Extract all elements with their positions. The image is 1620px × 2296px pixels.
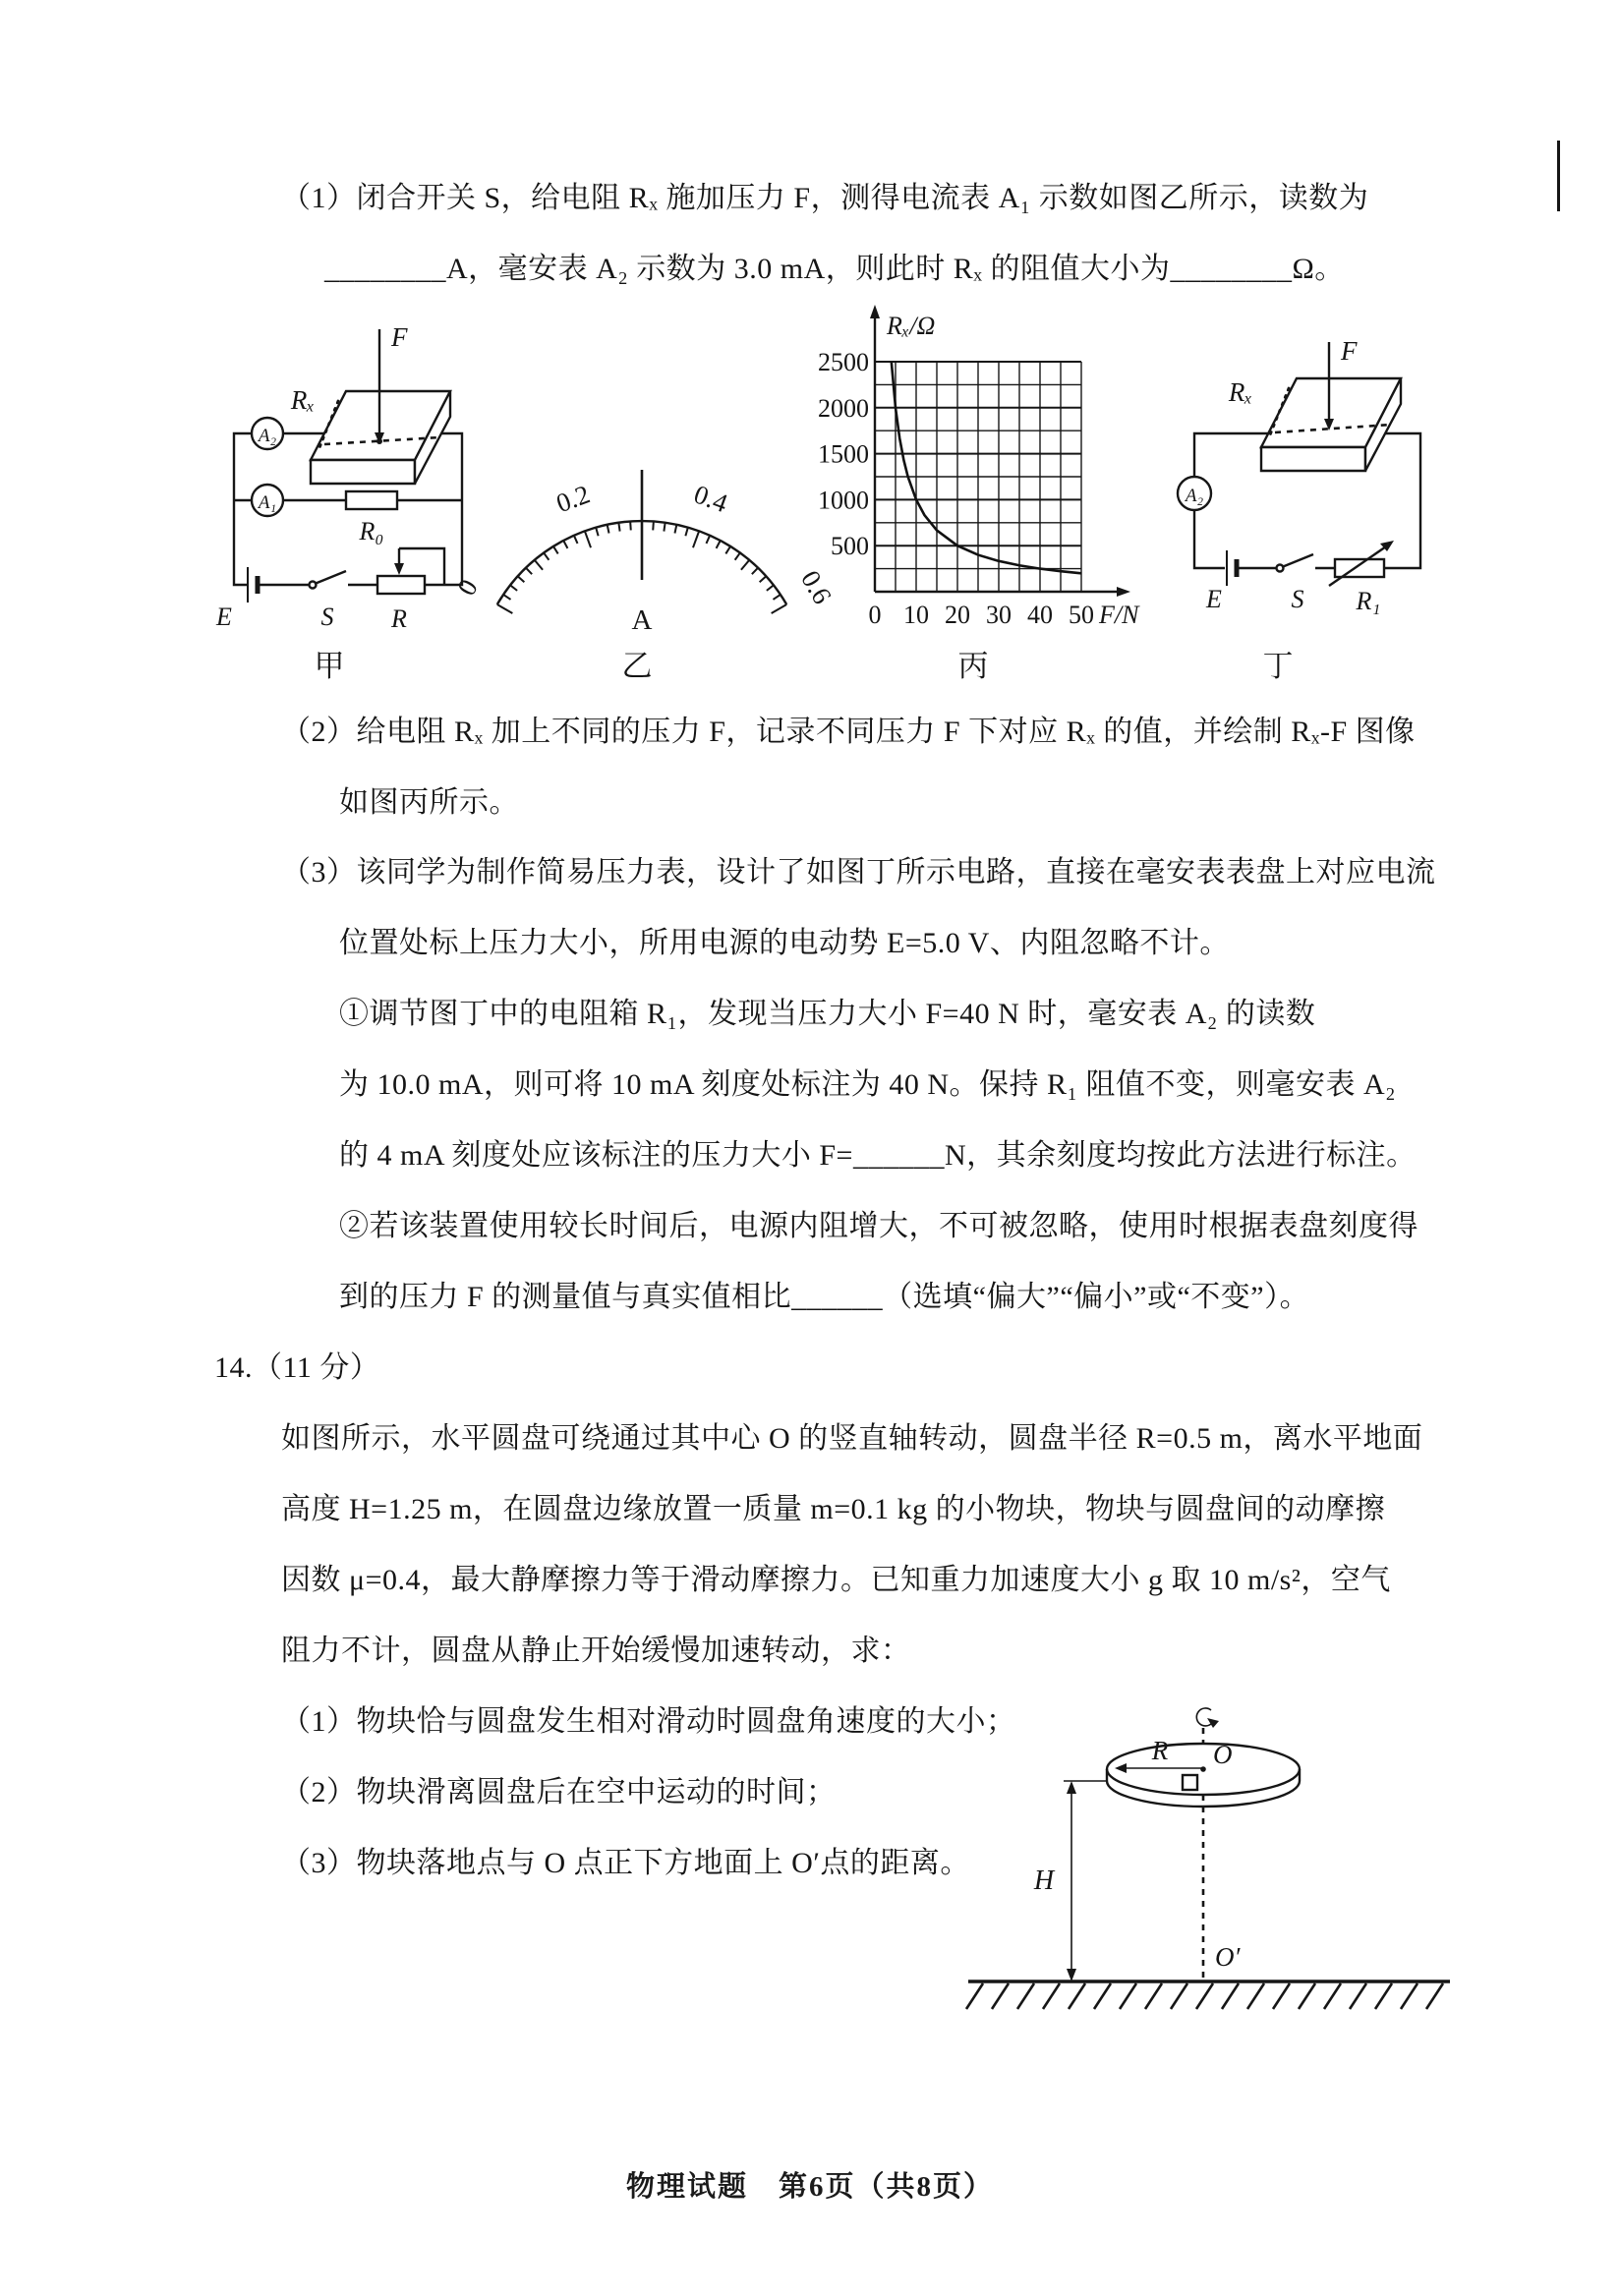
crop-mark xyxy=(1557,141,1560,211)
graph-grid xyxy=(875,362,1081,592)
ammeter-A1-label: A₁ xyxy=(258,492,277,513)
ammeter-A2-label: A₂ xyxy=(258,426,277,446)
xtick-30: 30 xyxy=(986,601,1012,629)
center-label: O xyxy=(1213,1740,1233,1769)
q13-line-1: （1）闭合开关 S，给电阻 Rₓ 施加压力 F，测得电流表 A₁ 示数如图乙所示，读数为 xyxy=(281,182,1369,214)
switch-label: S xyxy=(1291,585,1304,613)
switch-label: S xyxy=(320,603,334,631)
ground-hatch xyxy=(966,1983,1443,2009)
battery-label: E xyxy=(216,603,232,631)
caption-yi: 乙 xyxy=(621,649,653,683)
xtick-0: 0 xyxy=(868,601,882,629)
force-label: F xyxy=(1341,336,1358,366)
battery-label: E xyxy=(1206,585,1222,613)
height-label: H xyxy=(1033,1866,1055,1896)
center-point xyxy=(1200,1766,1206,1772)
q14-item-2: （2）物块滑离圆盘后在空中运动的时间； xyxy=(281,1776,837,1808)
dial-tick-label: 0.2 xyxy=(551,479,594,519)
q13-line-9: 的 4 mA 刻度处应该标注的压力大小 F=______N，其余刻度均按此方法进行标注。 xyxy=(339,1139,1417,1172)
figure-yi-dial xyxy=(451,470,838,636)
q13-line-4: 如图丙所示。 xyxy=(339,786,519,819)
block-icon xyxy=(1183,1775,1197,1790)
dial-tick-label: 0.4 xyxy=(690,479,732,519)
force-label: F xyxy=(391,322,408,352)
page-footer: 物理试题 第6页（共8页） xyxy=(625,2171,994,2203)
q14-line-1: 如图所示，水平圆盘可绕通过其中心 O 的竖直轴转动，圆盘半径 R=0.5 m，离水平地面 xyxy=(281,1422,1423,1455)
q14-item-3: （3）物块落地点与 O 点正下方地面上 O′点的距离。 xyxy=(281,1847,970,1879)
dial-tick-label: 0.6 xyxy=(795,565,838,609)
caption-jia: 甲 xyxy=(314,649,345,683)
rheostat-R-label: R xyxy=(391,604,407,633)
figure-q14-disk xyxy=(966,1708,1450,2009)
q14-item-1: （1）物块恰与圆盘发生相对滑动时圆盘角速度的大小； xyxy=(281,1705,1016,1738)
q13-line-8: 为 10.0 mA，则可将 10 mA 刻度处标注为 40 N。保持 R₁ 阻值不变，则毫安表 A₂ xyxy=(339,1068,1397,1101)
q13-line-6: 位置处标上压力大小，所用电源的电动势 E=5.0 V、内阻忽略不计。 xyxy=(339,927,1230,959)
resistor-R0-label: R₀ xyxy=(359,517,384,545)
q14-line-4: 阻力不计，圆盘从静止开始缓慢加速转动，求： xyxy=(281,1635,911,1667)
rotation-arrow-icon xyxy=(1196,1708,1212,1726)
radius-label: R xyxy=(1151,1736,1169,1765)
q13-line-10: ②若该装置使用较长时间后，电源内阻增大，不可被忽略，使用时根据表盘刻度得 xyxy=(339,1210,1418,1242)
ytick-1000: 1000 xyxy=(818,486,869,515)
dial-tick-labels xyxy=(451,479,838,608)
q13-line-7: ①调节图丁中的电阻箱 R₁，发现当压力大小 F=40 N 时，毫安表 A₂ 的读数 xyxy=(339,998,1316,1030)
resistance-box-R1-icon xyxy=(1335,559,1384,577)
q14-line-2: 高度 H=1.25 m，在圆盘边缘放置一质量 m=0.1 kg 的小物块，物块与圆盘间的动摩擦 xyxy=(281,1493,1386,1525)
ytick-1500: 1500 xyxy=(818,439,869,469)
ytick-2500: 2500 xyxy=(818,348,869,376)
q14-line-3: 因数 μ=0.4，最大静摩擦力等于滑动摩擦力。已知重力加速度大小 g 取 10 m/s²，空气 xyxy=(281,1564,1391,1596)
figure-jia-circuit xyxy=(215,322,462,633)
caption-ding: 丁 xyxy=(1262,649,1294,683)
rx-label: Rₓ xyxy=(290,385,316,415)
xtick-20: 20 xyxy=(945,601,970,629)
graph-curve xyxy=(892,362,1081,573)
ytick-2000: 2000 xyxy=(818,393,869,423)
q13-line-5: （3）该同学为制作简易压力表，设计了如图丁所示电路，直接在毫安表表盘上对应电流 xyxy=(281,856,1436,889)
resistance-box-R1-label: R₁ xyxy=(1356,587,1381,615)
ground-point-label: O′ xyxy=(1215,1942,1241,1972)
q14-number: 14.（11 分） xyxy=(214,1351,380,1384)
resistor-R0-icon xyxy=(346,491,397,509)
dial-tick-label: 0 xyxy=(451,574,484,601)
rx-label: Rₓ xyxy=(1228,377,1253,407)
q13-line-3: （2）给电阻 Rₓ 加上不同的压力 F，记录不同压力 F 下对应 Rₓ 的值，并绘制 Rₓ-F 图像 xyxy=(281,716,1416,748)
q13-line-11: 到的压力 F 的测量值与真实值相比______（选填“偏大”“偏小”或“不变”）。 xyxy=(339,1281,1310,1313)
q13-line-2: ________A，毫安表 A₂ 示数为 3.0 mA，则此时 Rₓ 的阻值大小为________Ω。 xyxy=(324,253,1345,285)
ytick-500: 500 xyxy=(831,532,869,561)
x-axis-label: F/N xyxy=(1099,601,1139,629)
xtick-50: 50 xyxy=(1069,601,1094,629)
xtick-10: 10 xyxy=(903,601,929,629)
caption-bing: 丙 xyxy=(957,649,989,683)
y-axis-label: Rₓ/Ω xyxy=(887,312,936,340)
figure-bing-graph xyxy=(818,305,1140,629)
dial-unit-label: A xyxy=(631,604,653,636)
xtick-40: 40 xyxy=(1027,601,1053,629)
rheostat-R-icon xyxy=(377,576,425,594)
ammeter-A2-label: A₂ xyxy=(1185,486,1204,506)
figure-ding-circuit xyxy=(1178,336,1420,615)
